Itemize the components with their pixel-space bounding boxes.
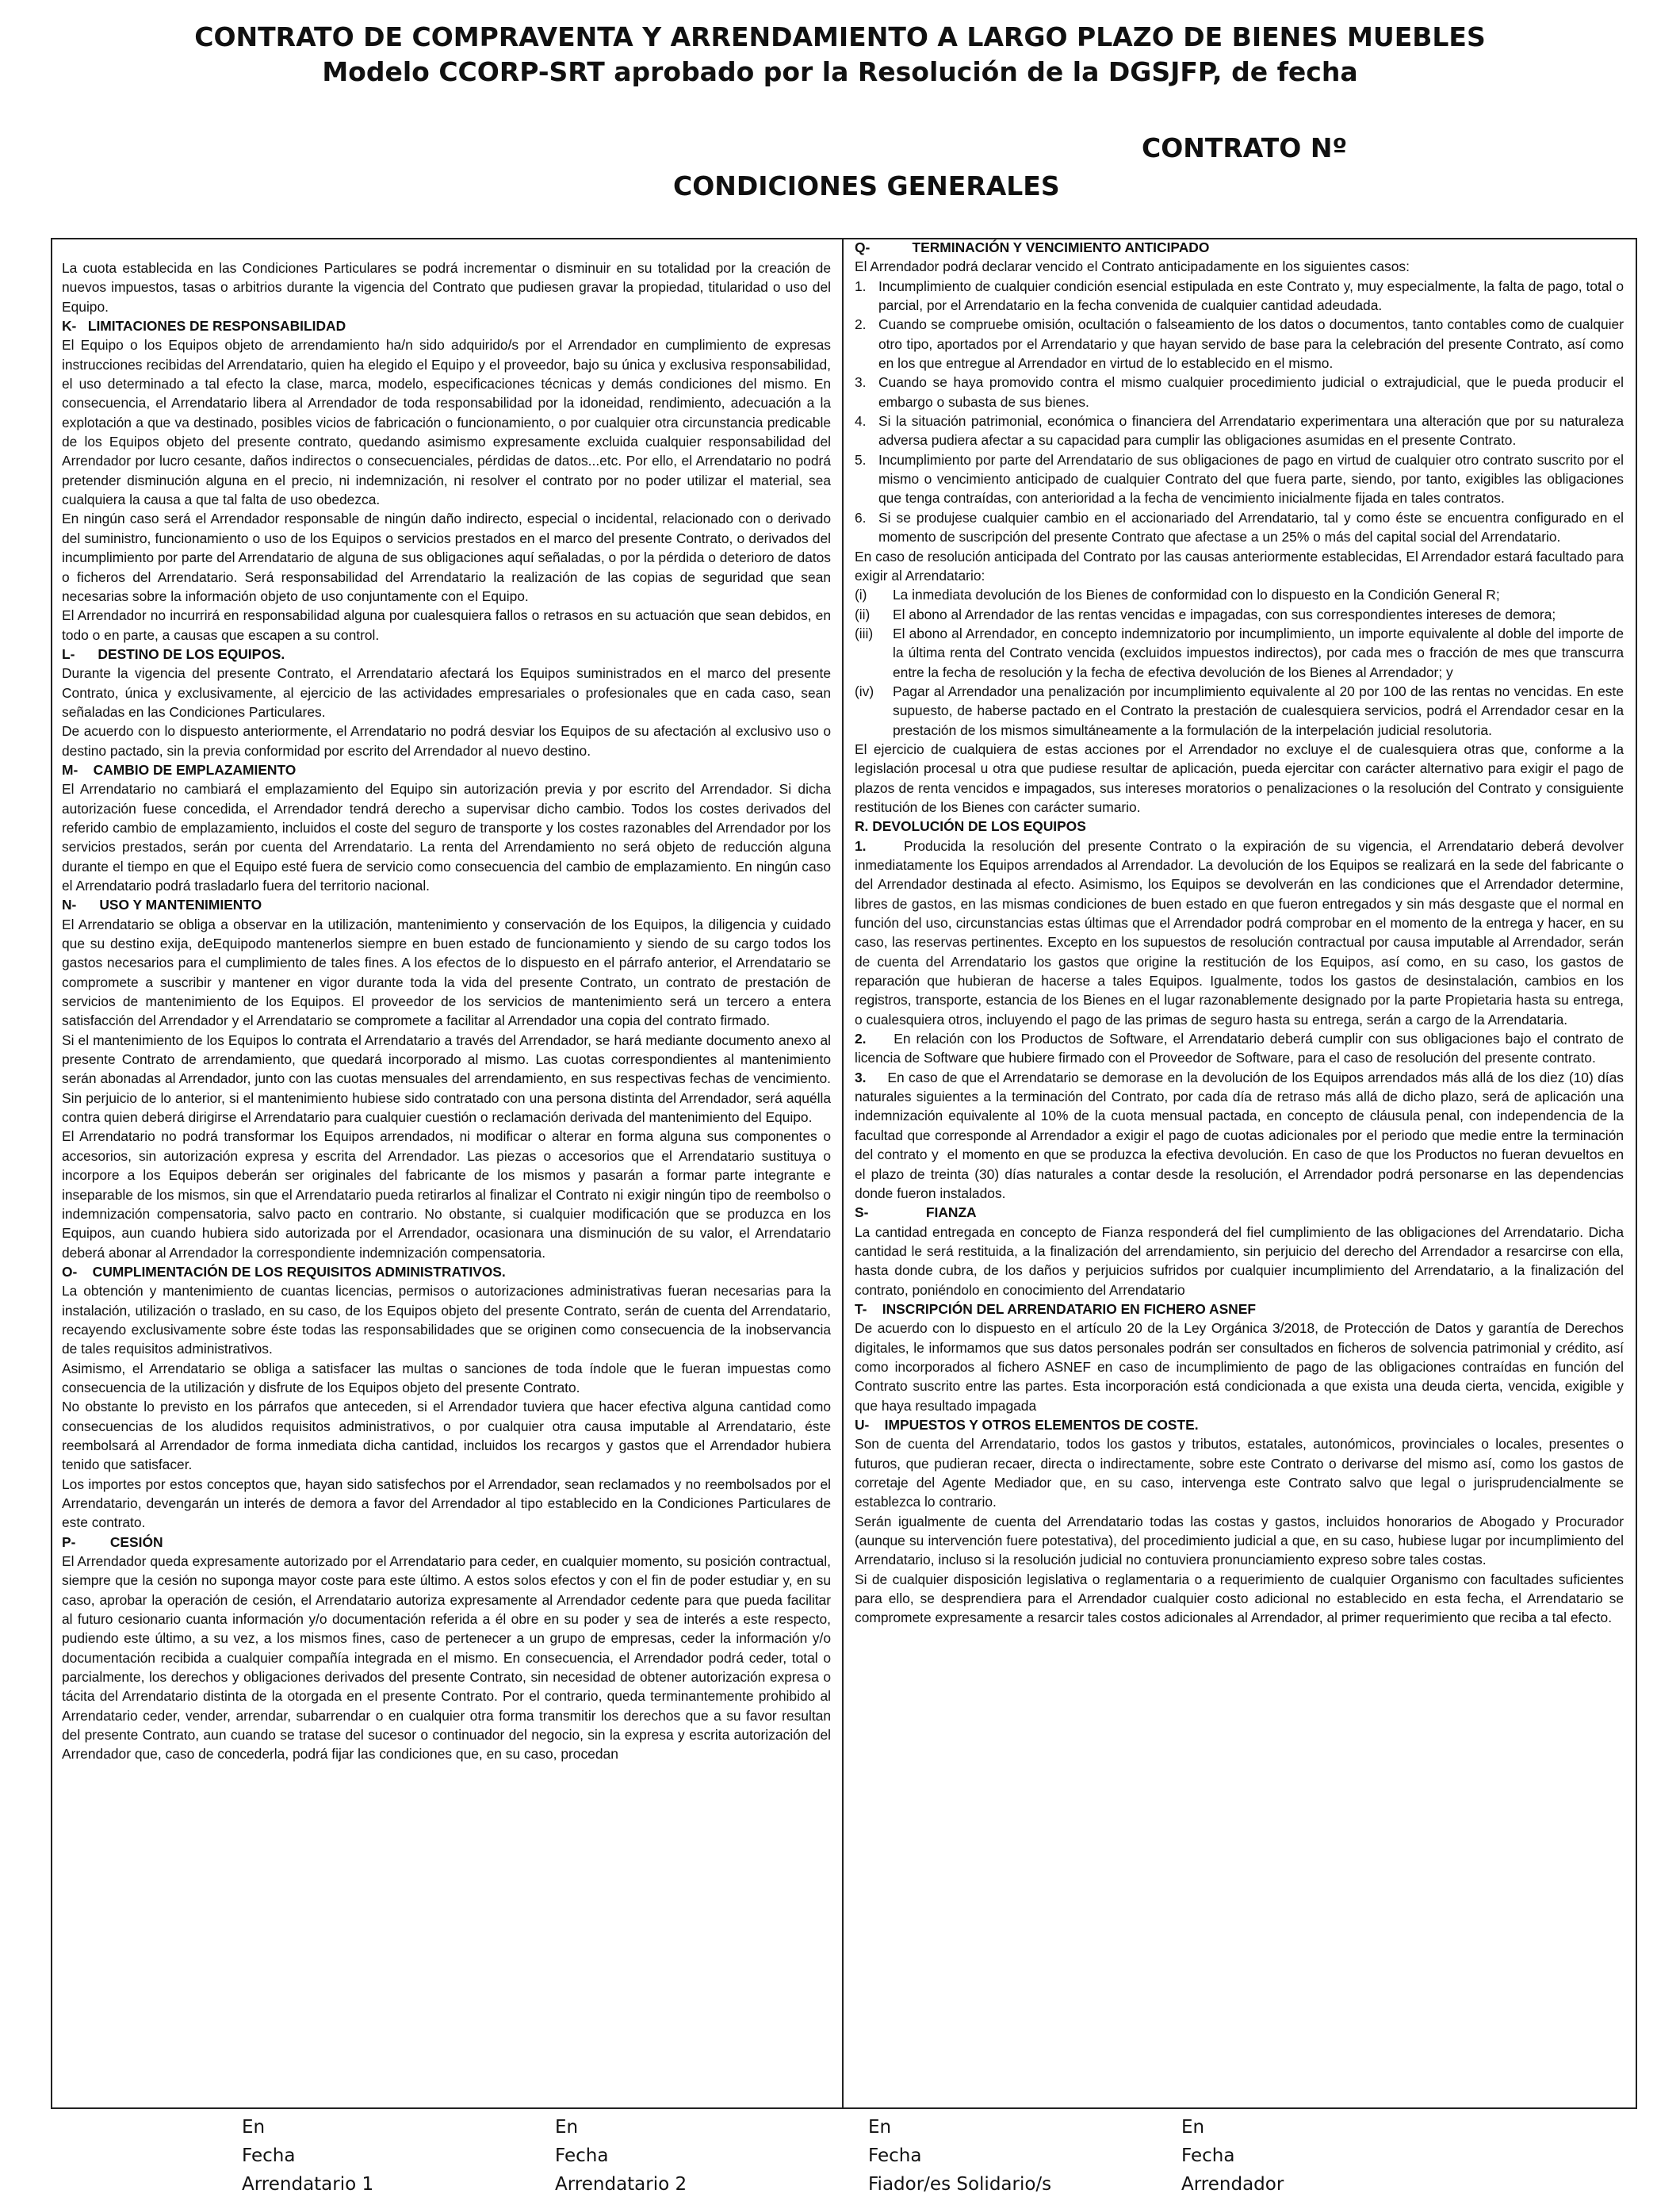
- signature-party: Fiador/es Solidario/s: [868, 2174, 1052, 2195]
- paragraph-number: 3.: [855, 1069, 867, 1085]
- signature-date: Fecha: [242, 2145, 296, 2166]
- list-item-text: El abono al Arrendador, en concepto indemnizatorio por incumplimiento, un importe equivalente al doble del importe de la última renta del Contrato vencida (excluidos impuestos indirectos), por cada mes o fracción de mes que transcurra entre la fecha de resolución y la fecha de efectiva devolución de los Bienes al Arrendador; y: [893, 625, 1624, 680]
- contract-number-label: CONTRATO Nº: [1142, 132, 1348, 163]
- clause-paragraph: Si el mantenimiento de los Equipos lo contrata el Arrendatario a través del Arrendador, se hará mediante documento anexo al presente Contrato de arrendamiento, que quedará incorporado al mismo. Las cuotas correspondientes al mantenimiento serán abonadas al Arrendador, junto con las cuotas mensuales del arrendamiento, en sus respectivas fechas de vencimiento. Sin perjuicio de lo anterior, si el mantenimiento hubiese sido contratado con una persona distinta del Arrendador, será aquélla contra quien deberá dirigirse el Arrendatario para cualquier cuestión o reclamación derivada del mantenimiento del Equipo.: [62, 1032, 831, 1126]
- section-heading: S- FIANZA: [855, 1204, 977, 1221]
- document-subtitle: Modelo CCORP-SRT aprobado por la Resolución de la DGSJFP, de fecha: [322, 56, 1358, 87]
- clause-list-item: [855, 508, 1624, 547]
- list-item-text: Si la situación patrimonial, económica o financiera del Arrendatario experimentara una alteración que por su naturaleza adversa pudiera afectar a su capacidad para cumplir las obligaciones asumidas en el presente Contrato.: [878, 413, 1624, 449]
- signature-place: En: [242, 2117, 266, 2138]
- section-heading: R. DEVOLUCIÓN DE LOS EQUIPOS: [855, 818, 1086, 835]
- list-item-number: 2.: [855, 316, 867, 333]
- clause-list-item: [855, 624, 1624, 682]
- clause-paragraph: El Arrendatario se obliga a observar en la utilización, mantenimiento y conservación de los Equipos, la diligencia y cuidado que su destino exija, deEquipodo mantenerlos siempre en buen estado de funcionamiento y siendo de su cargo todos los gastos necesarios para el cumplimiento de tales fines. A los efectos de lo dispuesto en el párrafo anterior, el Arrendatario se compromete a suscribir y mantener en vigor durante toda la vida del presente Contrato, un contrato de prestación de servicios de mantenimiento de los Equipos. El proveedor de los servicios de mantenimiento será un tercero a entera satisfacción del Arrendador y el Arrendatario se compromete a facilitar al Arrendador una copia del contrato firmado.: [62, 916, 831, 1029]
- paragraph-text: En caso de que el Arrendatario se demorase en la devolución de los Equipos arrendados más allá de los diez (10) días naturales siguientes a la terminación del Contrato, por cada día de retraso más allá de dicho plazo, será de aplicación una indemnización equivalente al 10% de la cuota mensual pactada, en concepto de cláusula penal, con independencia de la facultad que corresponde al Arrendador a exigir el pago de cuotas adicionales por el periodo que medie entre la terminación del contrato y el momento en que se produzca la efectiva devolución. En caso de que los Productos no fueran devueltos en el plazo de treinta (30) días naturales a contar desde la resolución, el Arrendador podrá personarse en las dependencias donde fueron instalados.: [855, 1069, 1628, 1201]
- right-column: [847, 238, 1633, 2109]
- list-item-text: Incumplimiento de cualquier condición esencial estipulada en este Contrato y, muy especialmente, la falta de pago, total o parcial, por el Arrendatario en la fecha convenida de cualquier cantidad adeudada.: [878, 278, 1624, 314]
- list-item-text: Si se produjese cualquier cambio en el accionariado del Arrendatario, tal y como éste se encuentra configurado en el momento de suscripción del presente Contrato que afectase a un 25% o más del capital social del Arrendatario.: [878, 509, 1624, 545]
- clause-list-item: [855, 315, 1624, 373]
- list-item-number: (ii): [855, 606, 871, 622]
- signature-place: En: [1181, 2117, 1205, 2138]
- list-item-text: Pagar al Arrendador una penalización por incumplimiento equivalente al 20 por 100 de las rentas no vencidas. En este supuesto, de haberse pactado en el Contrato la prestación de cualesquiera servicios, podrá el Arrendador cesar en la prestación de los mismos simultáneamente a la formulación de la interpelación judicial resolutoria.: [893, 683, 1624, 738]
- column-divider: [842, 238, 844, 2109]
- clause-paragraph: Si de cualquier disposición legislativa o reglamentaria o a requerimiento de cualquier Organismo con facultades suficientes para ello, se desprendiera para el Arrendador cualquier costo adicional no establecido en esta fecha, el Arrendatario se compromete expresamente a resarcir tales costos adicionales al Arrendador, al primer requerimiento que reciba a tal efecto.: [855, 1571, 1624, 1626]
- signature-place: En: [868, 2117, 892, 2138]
- section-heading: K- LIMITACIONES DE RESPONSABILIDAD: [62, 318, 346, 335]
- paragraph-number: 1.: [855, 837, 867, 854]
- paragraph-text: En relación con los Productos de Software, el Arrendatario deberá cumplir con sus obligaciones bajo el contrato de licencia de Software que hubiere firmado con el Proveedor de Software, para el caso de resolución del presente contrato.: [855, 1031, 1628, 1066]
- clause-list-item: [855, 605, 1624, 624]
- clause-paragraph: [855, 1029, 1628, 1068]
- clause-paragraph: En caso de resolución anticipada del Contrato por las causas anteriormente establecidas, El Arrendador estará facultado para exigir al Arrendatario:: [855, 548, 1624, 584]
- clause-list-item: [855, 450, 1624, 508]
- clause-paragraph: El Arrendador no incurrirá en responsabilidad alguna por cualesquiera fallos o retrasos en su actuación que sean debidos, en todo o en parte, a causas que escapen a su control.: [62, 607, 831, 643]
- clause-list-item: [855, 411, 1624, 450]
- list-item-text: Cuando se haya promovido contra el mismo cualquier procedimiento judicial o extrajudicial, que le pueda producir el embargo o subasta de sus bienes.: [878, 374, 1624, 410]
- section-heading: Q- TERMINACIÓN Y VENCIMIENTO ANTICIPADO: [855, 239, 1210, 255]
- clause-paragraph: Asimismo, el Arrendatario se obliga a satisfacer las multas o sanciones de toda índole que le fueran impuestas como consecuencia de la utilización y disfrute de los Equipos objeto del presente Contrato.: [62, 1360, 831, 1395]
- section-heading: T- INSCRIPCIÓN DEL ARRENDATARIO EN FICHERO ASNEF: [855, 1300, 1256, 1317]
- signature-date: Fecha: [1181, 2145, 1235, 2166]
- clause-paragraph: El Arrendador queda expresamente autorizado por el Arrendatario para ceder, en cualquier momento, su posición contractual, siempre que la cesión no suponga mayor coste para este último. A estos solos efectos y con el fin de poder estudiar y, en su caso, aprobar la operación de cesión, el Arrendatario autoriza expresamente al Arrendador cedente para que pueda facilitar al futuro cesionario cuanta información y/o documentación referida a él obre en su poder y sea de interés a este respecto, pudiendo este último, a su vez, a los mismos fines, caso de pertenecer a un grupo de empresas, ceder la información y/o documentación recibida a cualquier compañía integrada en el mismo. En consecuencia, el Arrendador podrá ceder, total o parcialmente, los derechos y obligaciones derivados del presente Contrato, sin necesidad de obtener autorización expresa o tácita del Arrendatario distinta de la otorgada en el presente Contrato. Por el contrario, queda terminantemente prohibido al Arrendatario ceder, vender, arrendar, subarrendar o en cualquier otra forma transmitir los derechos que a su favor resultan del presente Contrato, aun cuando se tratase del sucesor o continuador del negocio, sin la expresa y escrita autorización del Arrendador que, caso de concederla, podrá fijar las condiciones que, en su caso, procedan: [62, 1553, 831, 1763]
- section-heading: M- CAMBIO DE EMPLAZAMIENTO: [62, 761, 297, 778]
- signature-date: Fecha: [868, 2145, 922, 2166]
- section-heading: L- DESTINO DE LOS EQUIPOS.: [62, 645, 285, 662]
- list-item-text: El abono al Arrendador de las rentas vencidas e impagadas, con sus correspondientes intereses de demora;: [893, 606, 1556, 622]
- clause-paragraph: En ningún caso será el Arrendador responsable de ningún daño indirecto, especial o incidental, relacionado con o derivado del suministro, funcionamiento o uso de los Equipos o servicios prestados en el marco del presente Contrato, o derivados del incumplimiento por parte del Arrendatario de alguna de sus obligaciones aquí señaladas, o por la pérdida o deterioro de datos o ficheros del Arrendatario. Será responsabilidad del Arrendatario la realización de las copias de seguridad que sean necesarias sobre la información objeto de uso conjuntamente con el Equipo.: [62, 511, 831, 604]
- section-title: CONDICIONES GENERALES: [673, 170, 1060, 201]
- clause-paragraph: El ejercicio de cualquiera de estas acciones por el Arrendador no excluye el de cualesquiera otras que, conforme a la legislación procesal u otra que pudiese resultar de aplicación, pueda ejercitar con carácter alternativo para exigir el pago de plazos de renta vencidos e impagados, sus intereses moratorios o penalizaciones o la resolución del Contrato y consiguiente restitución de los Bienes con carácter sumario.: [855, 741, 1624, 815]
- clause-paragraph: Serán igualmente de cuenta del Arrendatario todas las costas y gastos, incluidos honorarios de Abogado y Procurador (aunque su intervención fuere potestativa), del procedimiento judicial a que, en su caso, hubiese lugar por incumplimiento del Arrendatario, incluso si la resolución judicial no contuviera pronunciamiento expreso sobre tales costas.: [855, 1513, 1624, 1568]
- clause-paragraph: Son de cuenta del Arrendatario, todos los gastos y tributos, estatales, autonómicos, provinciales o locales, presentes o futuros, que pudieran recaer, directa o indirectamente, sobre este Contrato o derivarse del mismo así, como los gastos de corretaje del Agente Mediador que, en su caso, intervenga este Contrato salvo que legal o jurisprudencialmente se establezca lo contrario.: [855, 1436, 1624, 1510]
- list-item-number: 5.: [855, 451, 867, 468]
- signature-party: Arrendatario 1: [242, 2174, 374, 2195]
- list-item-number: 6.: [855, 509, 867, 526]
- signature-party: Arrendatario 2: [555, 2174, 687, 2195]
- list-item-number: (iii): [855, 625, 874, 641]
- signature-block-fiador: [868, 2113, 1051, 2199]
- clause-paragraph: El Equipo o los Equipos objeto de arrendamiento ha/n sido adquirido/s por el Arrendador en cumplimiento de expresas instrucciones recibidas del Arrendatario, quien ha elegido el Equipo y el proveedor, bajo su única y exclusiva responsabilidad, el uso determinado a tal efecto la clase, marca, modelo, especificaciones técnicas y demás condiciones del mismo. En consecuencia, el Arrendatario libera al Arrendador de toda responsabilidad por la idoneidad, rendimiento, adecuación a la explotación a que va destinado, posibles vicios de fabricación o funcionamiento, o por cualquier otra circunstancia predicable de los Equipos objeto del presente contrato, quedando asimismo expresamente excluida cualquier responsabilidad del Arrendador por lucro cesante, daños indirectos o consecuenciales, pérdidas de datos...etc. Por ello, el Arrendatario no podrá pretender disminución alguna en el precio, ni indemnización, ni resolver el contrato por no poder utilizar el material, sea cualquiera la causa a que tal falta de uso obedezca.: [62, 337, 831, 508]
- list-item-number: (i): [855, 587, 867, 603]
- clause-paragraph: El Arrendador podrá declarar vencido el Contrato anticipadamente en los siguientes casos:: [855, 258, 1410, 275]
- signature-party: Arrendador: [1181, 2174, 1284, 2195]
- clause-list-item: [855, 682, 1624, 740]
- left-column: [55, 238, 839, 2109]
- list-item-number: (iv): [855, 683, 874, 699]
- clause-paragraph: [855, 1068, 1628, 1203]
- clause-paragraph: Los importes por estos conceptos que, hayan sido satisfechos por el Arrendador, sean reclamados y no reembolsados por el Arrendatario, devengarán un interés de demora a favor del Arrendador al tipo establecido en la Condiciones Particulares de este contrato.: [62, 1476, 831, 1531]
- section-heading: N- USO Y MANTENIMIENTO: [62, 897, 262, 913]
- clause-paragraph: No obstante lo previsto en los párrafos que anteceden, si el Arrendador tuviera que hacer efectiva alguna cantidad como consecuencias de los aludidos requisitos administrativos, o por cualquier otra causa imputable al Arrendatario, éste reembolsará al Arrendador de forma inmediata dicha cantidad, incluidos los recargos y gastos que el Arrendador hubiera tenido que satisfacer.: [62, 1399, 831, 1473]
- signature-block-arrendatario-2: [555, 2113, 687, 2199]
- list-item-number: 4.: [855, 413, 867, 430]
- signature-block-arrendatario-1: [242, 2113, 373, 2199]
- clause-paragraph: El Arrendatario no cambiará el emplazamiento del Equipo sin autorización previa y por escrito del Arrendador. Si dicha autorización fuese concedida, el Arrendador tendrá derecho a supervisar dicho cambio. Todos los costes derivados del referido cambio de emplazamiento, incluidos el coste del seguro de transporte y los costes razonables del Arrendador por los servicios prestados, serán por cuenta del Arrendatario. La renta del Arrendamiento no será objeto de reducción alguna durante el tiempo en que el Equipo esté fuera de servicio como consecuencia del cambio de emplazamiento. En ningún caso el Arrendatario podrá trasladarlo fuera del territorio nacional.: [62, 781, 831, 894]
- clause-paragraph: La cuota establecida en las Condiciones Particulares se podrá incrementar o disminuir en su totalidad por la creación de nuevos impuestos, tasas o arbitrios durante la vigencia del Contrato que pudiesen gravar la propiedad, titularidad o uso del Equipo.: [62, 260, 831, 315]
- list-item-text: Incumplimiento por parte del Arrendatario de sus obligaciones de pago en virtud de cualquier otro contrato suscrito por el mismo o vencimiento anticipado de cualquier Contrato del que fuera parte, siendo, por tanto, exigibles las obligaciones que tenga contraídas, con anterioridad a la fecha de vencimiento inicialmente fijada en tales contratos.: [878, 451, 1624, 507]
- signature-date: Fecha: [555, 2145, 609, 2166]
- list-item-text: La inmediata devolución de los Bienes de conformidad con lo dispuesto en la Condición General R;: [893, 587, 1500, 603]
- clause-list-item: [855, 373, 1624, 411]
- clause-paragraph: La obtención y mantenimiento de cuantas licencias, permisos o autorizaciones administrativas fueran necesarias para la instalación, utilización o traslado, en su caso, de los Equipos objeto del presente Contrato, serán de cuenta del Arrendatario, recayendo exclusivamente sobre éste todas las responsabilidades que se originen como consecuencia de la inobservancia de tales requisitos administrativos.: [62, 1283, 831, 1357]
- list-item-number: 3.: [855, 374, 867, 391]
- section-heading: U- IMPUESTOS Y OTROS ELEMENTOS DE COSTE.: [855, 1416, 1199, 1433]
- section-heading: O- CUMPLIMENTACIÓN DE LOS REQUISITOS ADMINISTRATIVOS.: [62, 1263, 506, 1280]
- paragraph-text: Producida la resolución del presente Contrato o la expiración de su vigencia, el Arrendatario deberá devolver inmediatamente los Equipos arrendados al Arrendador. La devolución de los Equipos se realizará en la sede del fabricante o del Arrendador destinada al efecto. Asimismo, los Equipos se devolverán en las condiciones que el Arrendador determine, libres de gastos, en las mismas condiciones de buen estado en que fueron entregados y sin más desgaste que el normal en función del uso, circunstancias estas últimas que el Arrendador podrá comprobar en el momento de la entrega y hacer, en su caso, las reservas pertinentes. Excepto en los supuestos de resolución contractual por causa imputable al Arrendador, serán de cuenta del Arrendatario los gastos que origine la restitución de los Equipos, así como, en su caso, los gastos de reparación que hubieran de hacerse a tales Equipos. Igualmente, todos los gastos de desinstalación, cambios en los registros, transporte, estancia de los Bienes en el lugar razonablemente designado por la parte Propietaria hasta su entrega, o cualesquiera otros, incluyendo el pago de las primas de seguro hasta su entrega, serán a cargo de la Arrendataria.: [855, 837, 1628, 1028]
- document-title: CONTRATO DE COMPRAVENTA Y ARRENDAMIENTO A LARGO PLAZO DE BIENES MUEBLES: [194, 21, 1486, 52]
- signature-block-arrendador: [1181, 2113, 1284, 2199]
- clause-paragraph: Durante la vigencia del presente Contrato, el Arrendatario afectará los Equipos suministrados en el marco del presente Contrato, única y exclusivamente, al ejercicio de las actividades empresariales o profesionales que en cada caso, sean señaladas en las Condiciones Particulares.: [62, 665, 831, 720]
- clause-paragraph: De acuerdo con lo dispuesto en el artículo 20 de la Ley Orgánica 3/2018, de Protección de Datos y garantía de Derechos digitales, le informamos que sus datos personales podrán ser consultados en ficheros de solvencia patrimonial y crédito, así como incorporados al fichero ASNEF en caso de incumplimiento de pago de las obligaciones contraídas en función del Contrato suscrito entre las partes. Esta incorporación está condicionada a que exista una deuda cierta, vencida, exigible y que haya resultado impagada: [855, 1320, 1624, 1414]
- clause-paragraph: De acuerdo con lo dispuesto anteriormente, el Arrendatario no podrá desviar los Equipos de su afectación al exclusivo uso o destino pactado, sin la previa conformidad por escrito del Arrendador al nuevo destino.: [62, 723, 831, 759]
- list-item-text: Cuando se compruebe omisión, ocultación o falseamiento de los datos o documentos, tanto contables como de cualquier otro tipo, aportados por el Arrendatario y que hayan servido de base para la celebración del presente Contrato, así como en los que entregue al Arrendador en virtud de lo establecido en el mismo.: [878, 316, 1624, 372]
- clause-paragraph: [855, 836, 1628, 1029]
- clause-list-item: [855, 277, 1624, 316]
- list-item-number: 1.: [855, 278, 867, 294]
- clause-paragraph: El Arrendatario no podrá transformar los Equipos arrendados, ni modificar o alterar en forma alguna sus componentes o accesorios, sin autorización expresa y escrita del Arrendador. Las piezas o accesorios que el Arrendatario sustituya o incorpore a los Equipos deberán ser originales del fabricante de los mismos y pasarán a formar parte integrante e inseparable de los mismos, sin que el Arrendatario pueda retirarlos al finalizar el Contrato ni exigir ningún tipo de reembolso o indemnización compensatoria, salvo pacto en contrario. No obstante, si cualquier modificación que se produzca en los Equipos, aun cuando hubiera sido autorizada por el Arrendador, ocasionara una disminución de su valor, el Arrendatario deberá abonar al Arrendador la correspondiente indemnización compensatoria.: [62, 1128, 831, 1261]
- paragraph-number: 2.: [855, 1031, 867, 1047]
- clause-paragraph: La cantidad entregada en concepto de Fianza responderá del fiel cumplimiento de las obligaciones del Arrendatario. Dicha cantidad le será restituida, a la finalización del arrendamiento, sin perjuicio del derecho del Arrendador a resarcirse con ella, hasta donde cubra, de los daños y perjuicios sufridos por cualquier incumplimiento del Arrendatario, a la finalización del contrato, poniéndolo en conocimiento del Arrendatario: [855, 1223, 1624, 1298]
- signature-place: En: [555, 2117, 579, 2138]
- section-heading: P- CESIÓN: [62, 1533, 163, 1550]
- clause-list-item: [855, 585, 1624, 604]
